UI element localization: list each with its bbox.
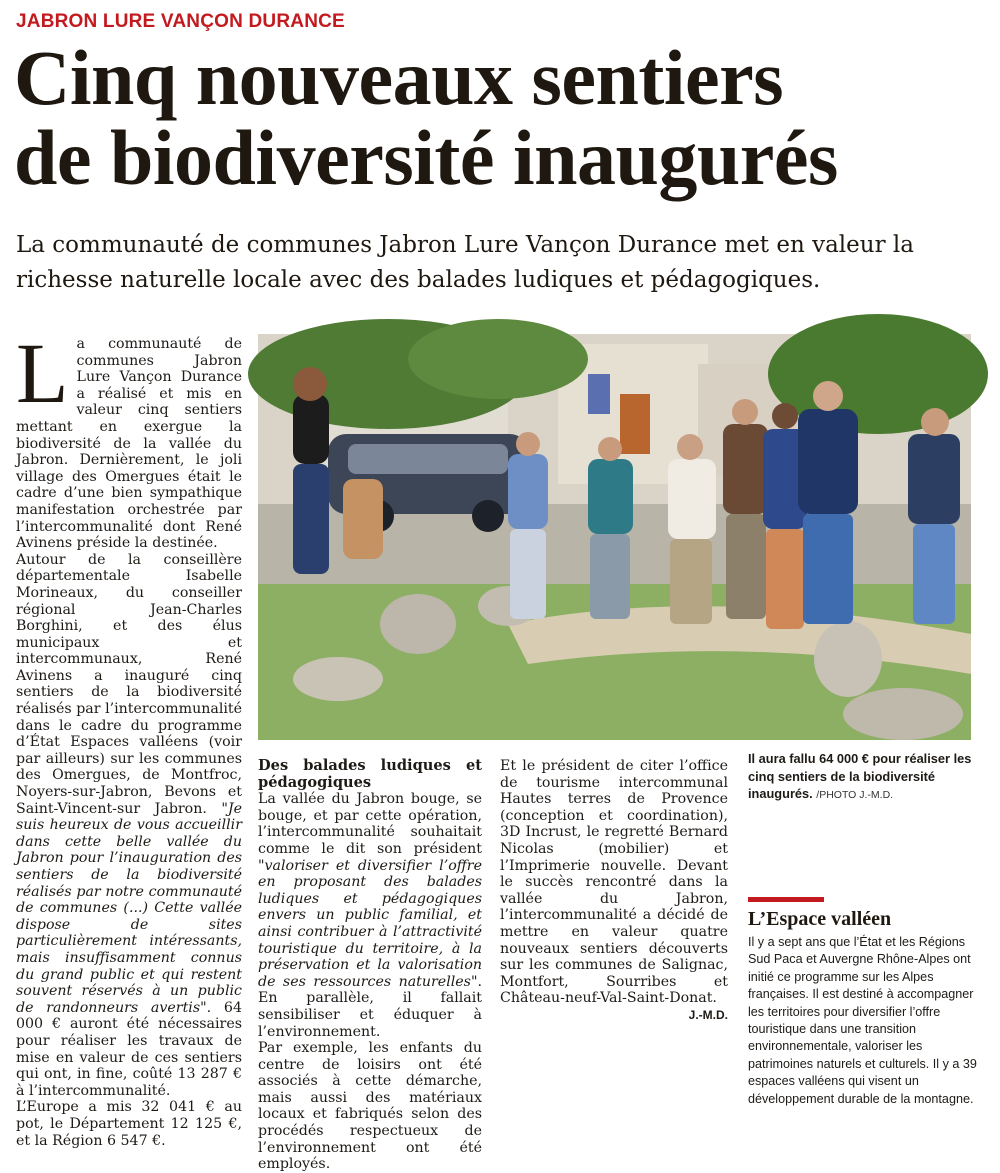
paragraph-intro: a communauté de communes Jabron Lure Vançon Durance a réalisé et mis en valeur cinq sentiers mettant en exergue la biodiversité de la vallée du Jabron. Dernièrement, le joli village des Omergues était le cadre d’une bien sympathique manifestation orchestrée par l’intercommunalité dont René Avinens préside la destinée. <box>16 336 242 552</box>
paragraph-valley <box>258 791 482 1040</box>
section-subhead: Des balades ludiques et pédagogiques <box>258 757 482 791</box>
headline-line-1: Cinq nouveaux sentiers <box>14 34 784 121</box>
paragraph-inauguration-text: Autour de la conseillère départementale Isabelle Morineaux, du conseiller régional Jean-Charles Borghini, et des élus municipaux et intercommunaux, René Avinens a inauguré cinq sentiers de la biodiversité réalisés par l’intercommunalité dans le cadre du programme d’État Espaces valléens (voir par ailleurs) sur les communes des Omergues, de Montfroc, Noyers-sur-Jabron, Bevons et Saint-Vincent-sur Jabron. <box>16 551 242 817</box>
headline-line-2: de biodiversité inaugurés <box>14 114 838 201</box>
photo-caption-text: Il aura fallu 64 000 € pour réaliser les cinq sentiers de la biodiversité inaugurés. <box>748 751 972 801</box>
article-photo <box>258 334 971 740</box>
president-goal-quote: valoriser et diversifier l’offre en proposant des balades ludiques et pédagogiques envers un public familial, et ainsi contribuer à l’attractivité touristique du territoire, à la préservation et la valorisation de ses ressources naturelles <box>258 857 482 990</box>
photo-credit: /PHOTO J.-M.D. <box>816 789 894 801</box>
president-quote: "Je suis heureux de vous accueillir dans cette belle vallée du Jabron pour l’inauguration des sentiers de la biodiversité réalisés par notre communauté de communes (...) Cette vallée dispose de sites particulièrement intéressants, mais insuffisamment connus du grand public et qui restent souvent réservés à un public de randonneurs avertis". <box>16 800 242 1016</box>
sidebar-text: Il y a sept ans que l’État et les Régions Sud Paca et Auvergne Rhône-Alpes ont initié ce programme sur les Alpes françaises. Il est destiné à accompagner les territoires pour diversifier l’offre touristique dans une transition environnementale, valoriser les patrimoines naturels et culturels. Il y a 39 espaces valléens qui visent un développement durable de la montagne. <box>748 935 977 1106</box>
body-column-1 <box>16 325 242 1149</box>
author-signature: J.-M.D. <box>688 1007 728 1022</box>
article-headline <box>14 34 984 201</box>
paragraph-cost: 64 000 € auront été nécessaires pour réaliser les travaux de mise en valeur de ces sentiers qui ont, in fine, coûté 13 287 € à l’intercommunalité. <box>16 999 242 1099</box>
paragraph-valley-end: ". En parallèle, il fallait sensibiliser et éduquer à l’environnement. <box>258 973 482 1040</box>
body-column-2 <box>258 758 482 1173</box>
article-standfirst: La communauté de communes Jabron Lure Vançon Durance met en valeur la richesse naturelle locale avec des balades ludiques et pédagogiques. <box>16 232 914 293</box>
paragraph-partners: Et le président de citer l’office de tourisme intercommunal Hautes terres de Provence (conception et coordination), 3D Incrust, le regretté Bernard Nicolas (mobilier) et l’Imprimerie nouvelle. Devant le succès rencontré dans la vallée du Jabron, l’intercommunalité a décidé de mettre en valeur quatre nouveaux sentiers découverts sur les communes de Salignac, Montfort, Sourribes et Château-neuf-Val-Saint-Donat. <box>500 758 728 1007</box>
photo-caption <box>748 750 978 805</box>
section-kicker: JABRON LURE VANÇON DURANCE <box>16 11 345 32</box>
sidebar-title: L’Espace valléen <box>748 908 892 930</box>
paragraph-valley-text: La vallée du Jabron bouge, se bouge, et par cette opération, l’intercommunalité souhaitait comme le dit son président " <box>258 791 482 874</box>
paragraph-inauguration <box>16 552 242 1100</box>
paragraph-children: Par exemple, les enfants du centre de loisirs ont été associés à cette démarche, mais aussi des matériaux locaux et fabriqués selon des procédés respectueux de l’environnement ont été employés. <box>258 1040 482 1173</box>
body-column-3 <box>500 758 728 1024</box>
sidebar-accent-rule <box>748 897 824 902</box>
paragraph-funding: L’Europe a mis 32 041 € au pot, le Département 12 125 €, et la Région 6 547 €. <box>16 1099 242 1149</box>
drop-cap: L <box>16 325 69 421</box>
